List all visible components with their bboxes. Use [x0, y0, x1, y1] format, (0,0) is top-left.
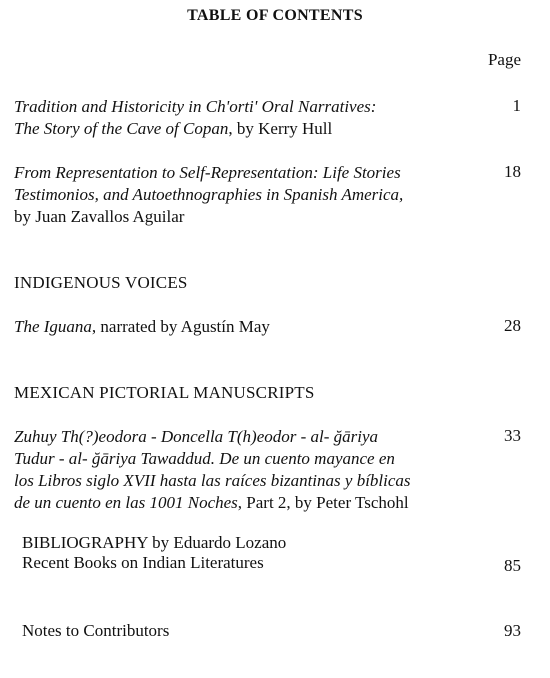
- toc-entry-bibliography: [22, 533, 286, 573]
- entry-title-line: The Story of the Cave of Copan: [14, 119, 229, 138]
- section-heading-indigenous-voices: INDIGENOUS VOICES: [14, 273, 188, 292]
- toc-entry-tschohl: [14, 426, 411, 514]
- page-number: 28: [504, 316, 521, 335]
- bibliography-heading: BIBLIOGRAPHY by Eduardo Lozano: [22, 533, 287, 552]
- toc-entry-notes: Notes to Contributors: [22, 621, 170, 640]
- page-title: TABLE OF CONTENTS: [187, 7, 363, 24]
- section-heading-mexican-pictorial: MEXICAN PICTORIAL MANUSCRIPTS: [14, 383, 315, 402]
- bibliography-subtitle: Recent Books on Indian Literatures: [22, 553, 264, 572]
- entry-title-line: Zuhuy Th(?)eodora - Doncella T(h)eodor - al- ğāriya: [14, 427, 379, 446]
- entry-title-line: Tudur - al- ğāriya Tawaddud. De un cuento mayance en: [14, 449, 395, 468]
- entry-author: by Juan Zavallos Aguilar: [14, 207, 185, 226]
- entry-author: , Part 2, by Peter Tschohl: [237, 493, 409, 512]
- entry-title: The Iguana: [14, 317, 92, 336]
- page-number: 33: [504, 426, 521, 445]
- entry-title-line: de un cuento en las 1001 Noches: [14, 493, 238, 512]
- page-number: 1: [512, 96, 521, 115]
- entry-author: , narrated by Agustín May: [91, 317, 270, 336]
- toc-entry-aguilar: [14, 162, 403, 228]
- page-number: 18: [504, 162, 521, 181]
- page-number: 85: [504, 556, 521, 575]
- toc-entry-hull: [14, 96, 376, 140]
- toc-entry-iguana: [14, 316, 270, 338]
- page-number: 93: [504, 621, 521, 640]
- entry-title-line: From Representation to Self-Representation: Life Stories: [14, 163, 401, 182]
- entry-title-line: Testimonios, and Autoethnographies in Spanish America,: [14, 185, 404, 204]
- page-column-label: Page: [487, 50, 521, 69]
- entry-author: , by Kerry Hull: [228, 119, 333, 138]
- entry-title-line: los Libros siglo XVII hasta las raíces bizantinas y bíblicas: [14, 471, 411, 490]
- entry-title-line: Tradition and Historicity in Ch'orti' Oral Narratives:: [14, 97, 377, 116]
